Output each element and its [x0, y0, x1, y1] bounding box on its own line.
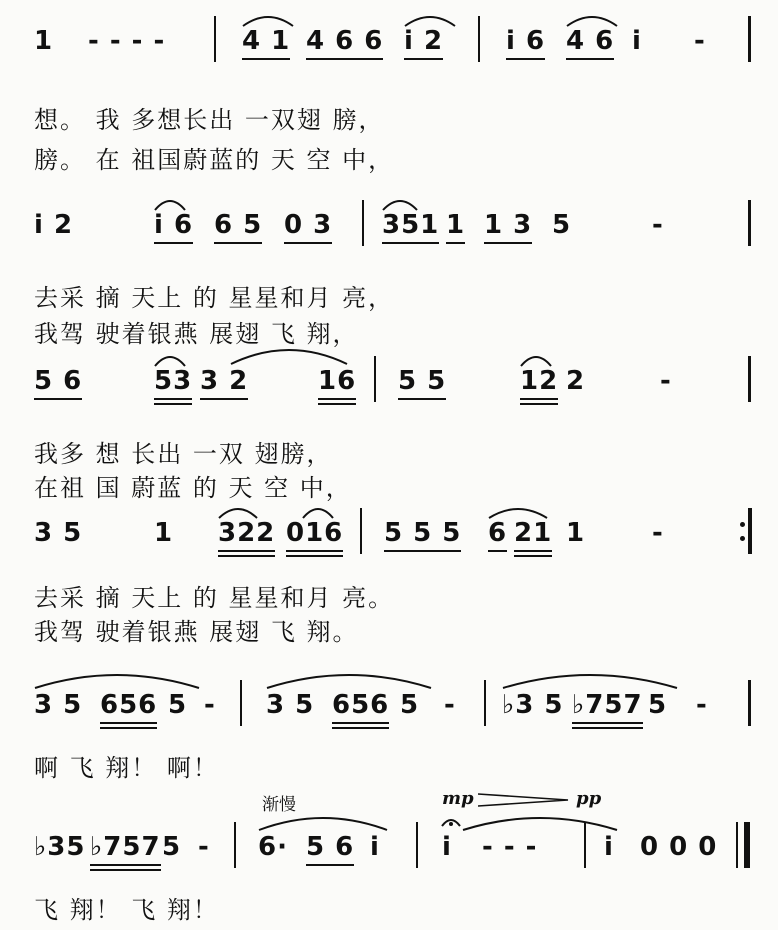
slur	[564, 10, 620, 28]
note: 3 5	[266, 690, 315, 720]
dash-rest: -	[198, 832, 210, 862]
note: i 2	[404, 26, 444, 56]
notes-row-6	[0, 814, 778, 870]
note: 016	[286, 518, 344, 548]
note: 5 5	[398, 366, 447, 396]
diminuendo-hairpin	[478, 790, 570, 810]
notes-row-3	[0, 348, 778, 404]
slur	[500, 668, 680, 690]
note: 6	[488, 518, 508, 548]
note: 1	[154, 518, 174, 548]
notes-row-5	[0, 672, 778, 728]
note: ♭35	[34, 832, 86, 862]
lyric-line-1: 去采 摘 天上 的 星星和月 亮，	[34, 284, 395, 312]
note-fermata: i	[442, 832, 452, 862]
note: 5	[162, 832, 182, 862]
tie	[460, 812, 620, 832]
slur	[402, 10, 458, 28]
note: 5 6	[306, 832, 355, 862]
note: 3 5	[34, 690, 83, 720]
note: 1	[446, 210, 466, 240]
fermata-icon	[440, 814, 462, 828]
lyric-line-1: 飞 翔！ 飞 翔！	[34, 896, 219, 924]
note: 12	[520, 366, 559, 396]
slur	[518, 350, 554, 368]
barline	[748, 16, 751, 62]
dash-rest: -	[652, 210, 664, 240]
barline	[234, 822, 236, 868]
slur	[256, 812, 390, 832]
lyric-line-1: 去采 摘 天上 的 星星和月 亮。	[34, 584, 395, 612]
dash-rest: -	[444, 690, 456, 720]
lyric-line-2: 膀。 在 祖国蔚蓝的 天 空 中，	[34, 146, 395, 174]
lyric-line-2: 我驾 驶着银燕 展翅 飞 翔，	[34, 320, 359, 348]
slur	[380, 194, 420, 212]
rest: 0 0 0	[640, 832, 718, 862]
note: 3 5	[34, 518, 83, 548]
note: 2	[566, 366, 586, 396]
note: 1 3	[484, 210, 533, 240]
note: i 2	[34, 210, 74, 240]
note: 351	[382, 210, 440, 240]
dynamic-start: mp	[442, 788, 474, 809]
barline	[240, 680, 242, 726]
dash-rest: - - - -	[88, 26, 166, 56]
barline	[374, 356, 376, 402]
notes-row-2	[0, 192, 778, 248]
barline	[362, 200, 364, 246]
note: 5 5 5	[384, 518, 462, 548]
barline	[416, 822, 418, 868]
note: 5	[168, 690, 188, 720]
lyric-line-1: 我多 想 长出 一双 翅膀，	[34, 440, 333, 468]
dash-rest: -	[694, 26, 706, 56]
slur	[264, 668, 434, 690]
dash-rest: -	[696, 690, 708, 720]
notes-row-1	[0, 8, 778, 64]
note: 5	[648, 690, 668, 720]
slur	[32, 668, 202, 690]
note: 5	[400, 690, 420, 720]
note: 0 3	[284, 210, 333, 240]
note: i	[632, 26, 642, 56]
barline	[736, 822, 738, 868]
note: ♭757	[572, 690, 643, 720]
dynamic-end: pp	[576, 788, 602, 809]
note: ♭3 5	[502, 690, 564, 720]
lyric-line-2: 我驾 驶着银燕 展翅 飞 翔。	[34, 618, 359, 646]
note: 21	[514, 518, 553, 548]
note: 3 2	[200, 366, 249, 396]
barline	[484, 680, 486, 726]
note: i	[604, 832, 614, 862]
slur	[152, 194, 188, 212]
note: ♭757	[90, 832, 161, 862]
lyric-line-1: 想。 我 多想长出 一双翅 膀，	[34, 106, 385, 134]
slur	[300, 502, 336, 520]
dash-rest: -	[660, 366, 672, 396]
slur	[228, 342, 350, 366]
tempo-marking: 渐慢	[262, 795, 296, 815]
barline	[748, 680, 751, 726]
barline	[748, 200, 751, 246]
repeat-barline	[748, 508, 752, 554]
slur	[240, 10, 296, 28]
note: 6 5	[214, 210, 263, 240]
note: 1	[566, 518, 586, 548]
note: 5 6	[34, 366, 83, 396]
note: 53	[154, 366, 193, 396]
barline	[214, 16, 216, 62]
final-barline	[744, 822, 750, 868]
note: 322	[218, 518, 276, 548]
note: 656	[332, 690, 390, 720]
dash-rest: -	[204, 690, 216, 720]
note: i	[370, 832, 380, 862]
note: 16	[318, 366, 357, 396]
note: 656	[100, 690, 158, 720]
note: 1	[34, 26, 54, 56]
note: i 6	[506, 26, 546, 56]
notes-row-4	[0, 500, 778, 556]
barline	[478, 16, 480, 62]
dash-rest: -	[652, 518, 664, 548]
dash-rest: - - -	[482, 832, 538, 862]
note: 6·	[258, 832, 288, 862]
slur	[486, 502, 550, 520]
lyric-line-2: 在祖 国 蔚蓝 的 天 空 中，	[34, 474, 352, 502]
note: 4 1	[242, 26, 291, 56]
slur	[216, 502, 260, 520]
note: 5	[552, 210, 572, 240]
barline	[748, 356, 751, 402]
barline	[360, 508, 362, 554]
note: 4 6 6	[306, 26, 384, 56]
slur	[152, 350, 188, 368]
note: 4 6	[566, 26, 615, 56]
lyric-line-1: 啊 飞 翔！ 啊！	[34, 754, 219, 782]
note: i 6	[154, 210, 194, 240]
